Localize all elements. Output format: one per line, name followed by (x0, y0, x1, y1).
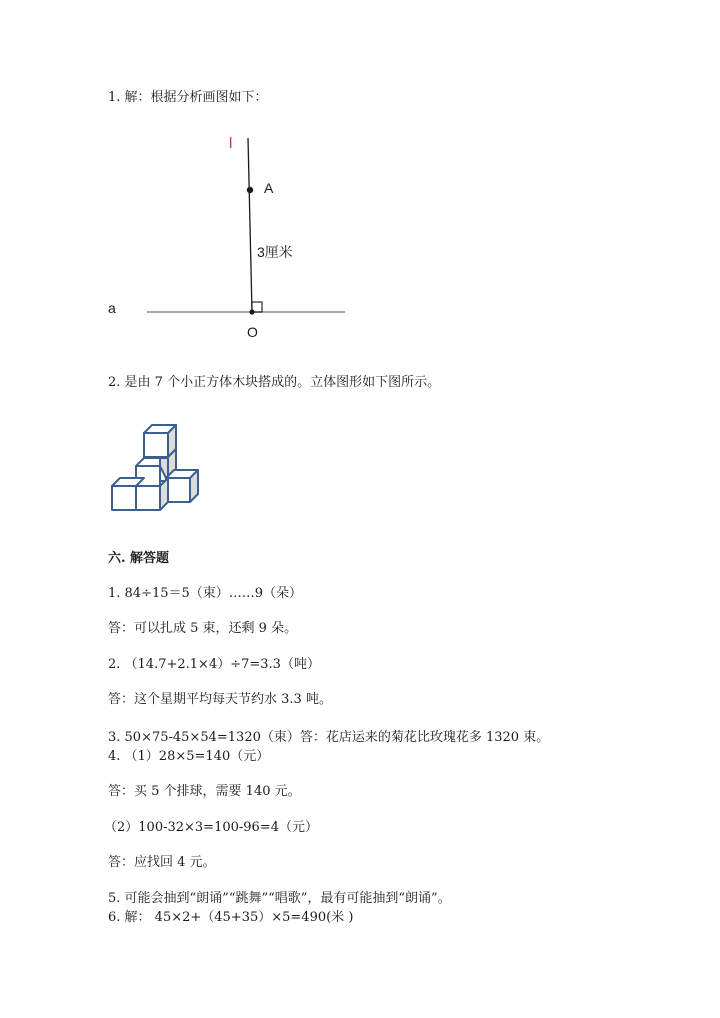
answer-3: 3. 50×75-45×54=1320（束）答：花店运来的菊花比玫瑰花多 1320 束。 (108, 730, 550, 745)
label-l: l (229, 135, 233, 152)
line-solution-2: 2. 是由 7 个小正方体木块搭成的。立体图形如下图所示。 (108, 375, 441, 390)
point-o (249, 309, 254, 314)
answer-1-calc: 1. 84÷15＝5（束）……9（朵） (108, 586, 303, 601)
section-heading: 六. 解答题 (108, 551, 170, 566)
label-distance: 3厘米 (257, 244, 293, 260)
answer-1-text: 答：可以扎成 5 束，还剩 9 朵。 (108, 621, 298, 636)
answer-4-part-2: （2）100-32×3=100-96=4（元） (104, 820, 318, 835)
answer-5: 5. 可能会抽到“朗诵”“跳舞”“唱歌”，最有可能抽到“朗诵”。 (108, 891, 451, 906)
answer-4-part-1-text: 答：买 5 个排球，需要 140 元。 (108, 784, 301, 799)
answer-6: 6. 解： 45×2+（45+35）×5=490(米 ) (108, 910, 354, 925)
cube-top (144, 425, 176, 457)
cube-bottom-center (136, 478, 168, 510)
label-point-a: A (264, 180, 274, 196)
answer-4-part-2-text: 答：应找回 4 元。 (108, 855, 216, 870)
cube-bottom-left (112, 478, 144, 510)
label-o: O (247, 324, 258, 340)
label-line-a: a (108, 300, 116, 316)
cube-left-middle (136, 458, 168, 490)
point-a (247, 187, 253, 193)
answer-2-calc: 2. （14.7+2.1×4）÷7=3.3（吨） (108, 657, 320, 672)
answer-2-text: 答：这个星期平均每天节约水 3.3 吨。 (108, 692, 332, 707)
line-solution-1: 1. 解：根据分析画图如下： (108, 90, 268, 105)
cube-middle (144, 449, 176, 481)
cube-right-bottom (166, 470, 198, 502)
answer-4-part-1: 4. （1）28×5=140（元） (108, 749, 270, 764)
right-angle-mark (252, 302, 262, 312)
line-l (248, 138, 252, 312)
